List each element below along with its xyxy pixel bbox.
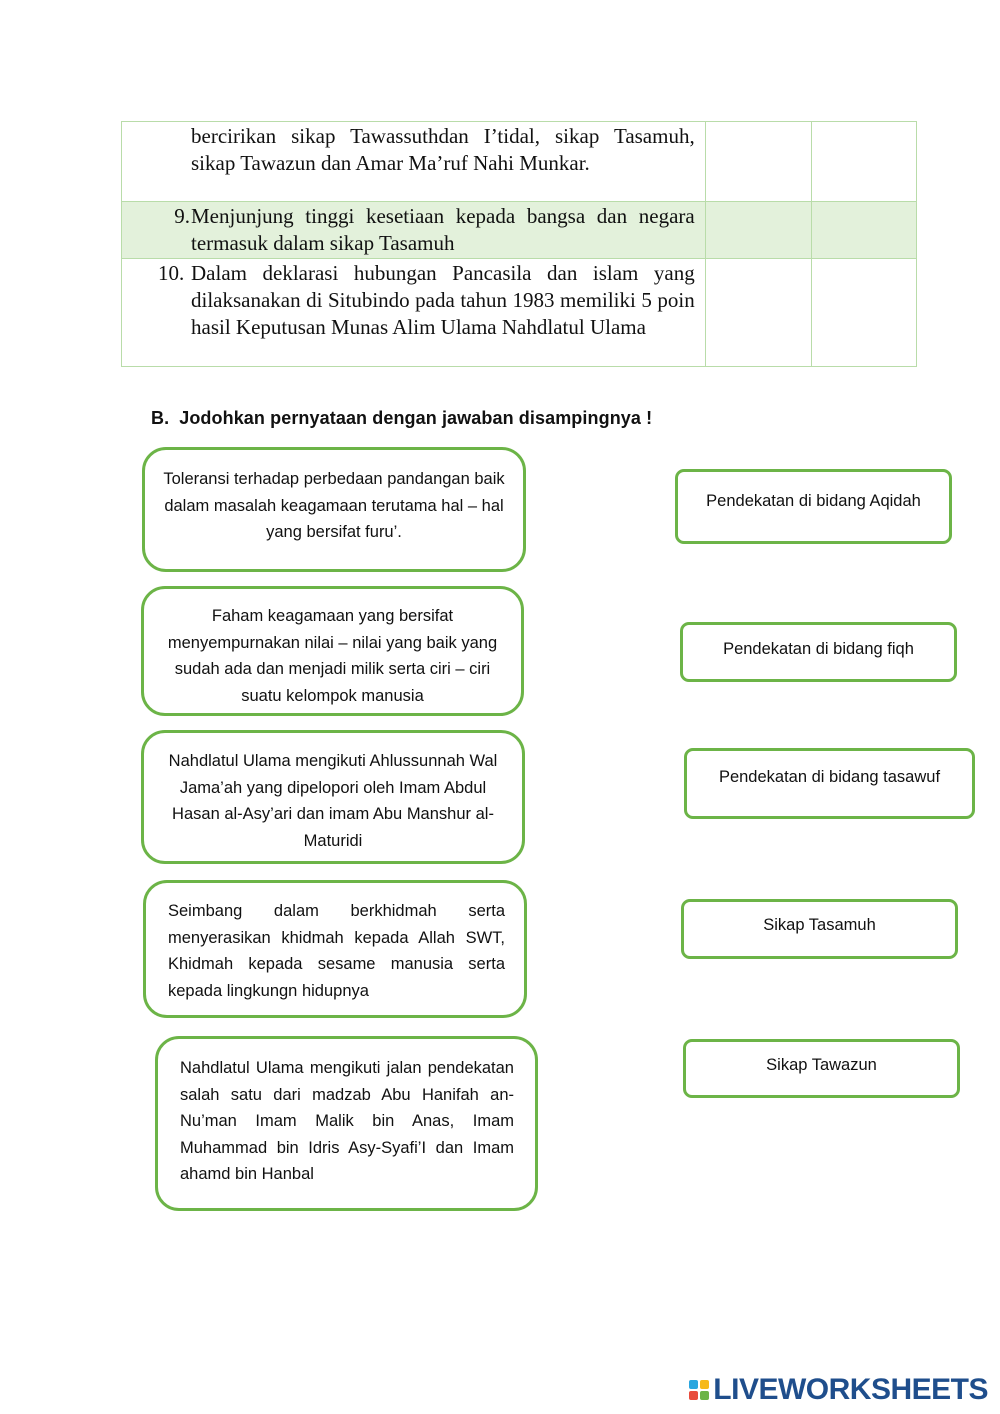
- logo-wordmark: LIVEWORKSHEETS: [713, 1373, 988, 1406]
- answer-box-text: Pendekatan di bidang Aqidah: [706, 492, 921, 510]
- statement-text: Dalam deklarasi hubungan Pancasila dan islam yang dilaksanakan di Situbindo pada tahun 1983 memiliki 5 poin hasil Keputusan Munas Alim Ulama Nahdlatul Ulama: [191, 261, 695, 339]
- section-title: Jodohkan pernyataan dengan jawaban disampingnya !: [179, 408, 653, 428]
- logo-square: [700, 1380, 709, 1389]
- statement-box-1[interactable]: [142, 447, 526, 572]
- table-row: [122, 259, 917, 367]
- answer-true-cell[interactable]: [705, 202, 811, 259]
- answer-true-cell[interactable]: [705, 122, 811, 202]
- table-row: [122, 202, 917, 259]
- section-number: B.: [151, 408, 170, 428]
- statement-box-text: Toleransi terhadap perbedaan pandangan baik dalam masalah keagamaan terutama hal – hal yang bersifat furu’.: [163, 470, 505, 541]
- liveworksheets-logo-icon: [689, 1380, 709, 1400]
- statement-box-4[interactable]: [143, 880, 527, 1018]
- answer-false-input[interactable]: [812, 259, 916, 366]
- answer-true-input[interactable]: [706, 202, 811, 258]
- answer-true-input[interactable]: [706, 259, 811, 366]
- statement-box-5[interactable]: [155, 1036, 538, 1211]
- statement-box-text: Nahdlatul Ulama mengikuti jalan pendekatan salah satu dari madzab Abu Hanifah an-Nu’man Imam Malik bin Anas, Imam Muhammad bin Idris Asy-Syafi’I dan Imam ahamd bin Hanbal: [180, 1059, 514, 1183]
- statement-number: 10.: [158, 261, 185, 285]
- statement-box-3[interactable]: [141, 730, 525, 864]
- statement-box-text: Nahdlatul Ulama mengikuti Ahlussunnah Wal Jama’ah yang dipelopori oleh Imam Abdul Hasan al-Asy’ari dan imam Abu Manshur al-Maturidi: [168, 752, 498, 850]
- statement-number: 9.: [174, 204, 190, 228]
- answer-box-5[interactable]: [683, 1039, 960, 1098]
- statement-box-2[interactable]: [141, 586, 524, 716]
- logo-square: [689, 1391, 698, 1400]
- logo-square: [689, 1380, 698, 1389]
- answer-box-3[interactable]: [684, 748, 975, 819]
- answer-false-input[interactable]: [812, 202, 916, 258]
- answer-box-text: Pendekatan di bidang tasawuf: [718, 768, 941, 786]
- answer-box-1[interactable]: [675, 469, 952, 544]
- answer-box-2[interactable]: [680, 622, 957, 682]
- liveworksheets-logo: [689, 1372, 988, 1408]
- true-false-table: [121, 121, 917, 367]
- statement-cell: [122, 259, 706, 367]
- statement-cell: [122, 202, 706, 259]
- statement-box-text: Faham keagamaan yang bersifat menyempurnakan nilai – nilai yang baik yang sudah ada dan menjadi milik serta ciri – ciri suatu kelompok manusia: [167, 607, 498, 705]
- logo-square: [700, 1391, 709, 1400]
- statement-cell: [122, 122, 706, 202]
- answer-box-4[interactable]: [681, 899, 958, 959]
- answer-true-cell[interactable]: [705, 259, 811, 367]
- answer-box-text: Sikap Tawazun: [766, 1056, 877, 1074]
- section-heading: [151, 408, 652, 429]
- answer-box-text: Sikap Tasamuh: [763, 916, 876, 934]
- answer-false-cell[interactable]: [811, 122, 916, 202]
- statement-text: Menjunjung tinggi kesetiaan kepada bangsa dan negara termasuk dalam sikap Tasamuh: [191, 204, 695, 255]
- answer-false-cell[interactable]: [811, 259, 916, 367]
- table-row: [122, 122, 917, 202]
- answer-false-cell[interactable]: [811, 202, 916, 259]
- answer-true-input[interactable]: [706, 122, 811, 201]
- statement-text: bercirikan sikap Tawassuthdan I’tidal, sikap Tasamuh, sikap Tawazun dan Amar Ma’ruf Nahi Munkar.: [191, 124, 695, 175]
- statement-box-text: Seimbang dalam berkhidmah serta menyerasikan khidmah kepada Allah SWT, Khidmah kepada sesame manusia serta kepada lingkungn hidupnya: [168, 902, 505, 1000]
- answer-box-text: Pendekatan di bidang fiqh: [723, 640, 914, 658]
- answer-false-input[interactable]: [812, 122, 916, 201]
